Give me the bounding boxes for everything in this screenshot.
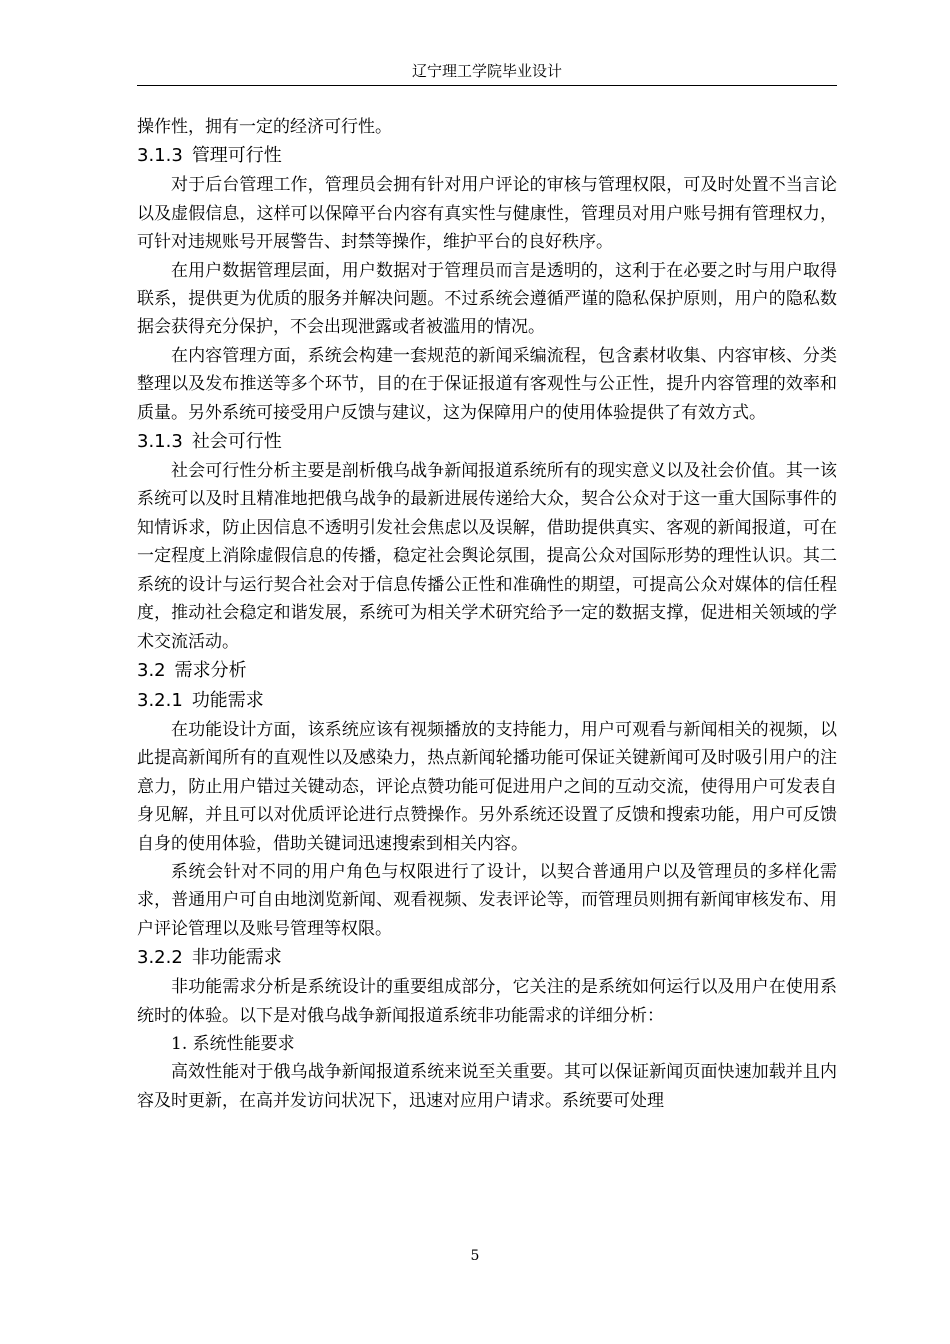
section-title: 需求分析	[174, 659, 247, 681]
paragraph: 操作性，拥有一定的经济可行性。	[137, 117, 392, 137]
section-heading	[137, 656, 837, 686]
page-number: 5	[470, 1248, 480, 1264]
section-heading	[137, 686, 837, 716]
section-number: 3.1.3	[137, 431, 183, 453]
section-title: 非功能需求	[191, 947, 282, 969]
section-title: 社会可行性	[191, 431, 282, 453]
paragraph: 非功能需求分析是系统设计的重要组成部分，它关注的是系统如何运行以及用户在使用系统时的体验。以下是对俄乌战争新闻报道系统非功能需求的详细分析：	[137, 977, 837, 1026]
section-heading	[137, 427, 837, 457]
section-number: 3.2.2	[137, 947, 183, 969]
paragraph: 在功能设计方面，该系统应该有视频播放的支持能力，用户可观看与新闻相关的视频，以此提高新闻所有的直观性以及感染力，热点新闻轮播功能可保证关键新闻可及时吸引用户的注意力，防止用户错过关键动态，评论点赞功能可促进用户之间的互动交流，使得用户可发表自身见解，并且可以对优质评论进行点赞操作。另外系统还设置了反馈和搜索功能，用户可反馈自身的使用体验，借助关键词迅速搜索到相关内容。	[137, 719, 837, 854]
section-title: 功能需求	[191, 689, 264, 711]
paragraph: 高效性能对于俄乌战争新闻报道系统来说至关重要。其可以保证新闻页面快速加载并且内容及时更新，在高并发访问状况下，迅速对应用户请求。系统要可处理	[137, 1062, 837, 1111]
paragraph: 在内容管理方面，系统会构建一套规范的新闻采编流程，包含素材收集、内容审核、分类整理以及发布推送等多个环节，目的在于保证报道有客观性与公正性，提升内容管理的效率和质量。另外系统可接受用户反馈与建议，这为保障用户的使用体验提供了有效方式。	[137, 345, 837, 423]
document-body	[137, 113, 837, 1115]
section-title: 管理可行性	[191, 145, 282, 167]
paragraph: 对于后台管理工作，管理员会拥有针对用户评论的审核与管理权限，可及时处置不当言论以及虚假信息，这样可以保障平台内容有真实性与健康性，管理员对用户账号拥有管理权力，可针对违规账号开展警告、封禁等操作，维护平台的良好秩序。	[137, 175, 837, 253]
paragraph: 系统会针对不同的用户角色与权限进行了设计，以契合普通用户以及管理员的多样化需求，普通用户可自由地浏览新闻、观看视频、发表评论等，而管理员则拥有新闻审核发布、用户评论管理以及账号管理等权限。	[137, 861, 837, 939]
paragraph: 在用户数据管理层面，用户数据对于管理员而言是透明的，这利于在必要之时与用户取得联系，提供更为优质的服务并解决问题。不过系统会遵循严谨的隐私保护原则，用户的隐私数据会获得充分保护，不会出现泄露或者被滥用的情况。	[137, 260, 837, 338]
section-number: 3.1.3	[137, 145, 183, 167]
section-heading	[137, 943, 837, 973]
section-heading	[137, 141, 837, 171]
page-header: 辽宁理工学院毕业设计	[411, 62, 562, 80]
section-number: 3.2	[137, 659, 166, 681]
header-divider	[137, 85, 837, 86]
list-item: 1. 系统性能要求	[171, 1033, 295, 1054]
paragraph: 社会可行性分析主要是剖析俄乌战争新闻报道系统所有的现实意义以及社会价值。其一该系统可以及时且精准地把俄乌战争的最新进展传递给大众，契合公众对于这一重大国际事件的知情诉求，防止因信息不透明引发社会焦虑以及误解，借助提供真实、客观的新闻报道，可在一定程度上消除虚假信息的传播，稳定社会舆论氛围，提高公众对国际形势的理性认识。其二系统的设计与运行契合社会对于信息传播公正性和准确性的期望，可提高公众对媒体的信任程度，推动社会稳定和谐发展，系统可为相关学术研究给予一定的数据支撑，促进相关领域的学术交流活动。	[137, 461, 837, 652]
section-number: 3.2.1	[137, 689, 183, 711]
